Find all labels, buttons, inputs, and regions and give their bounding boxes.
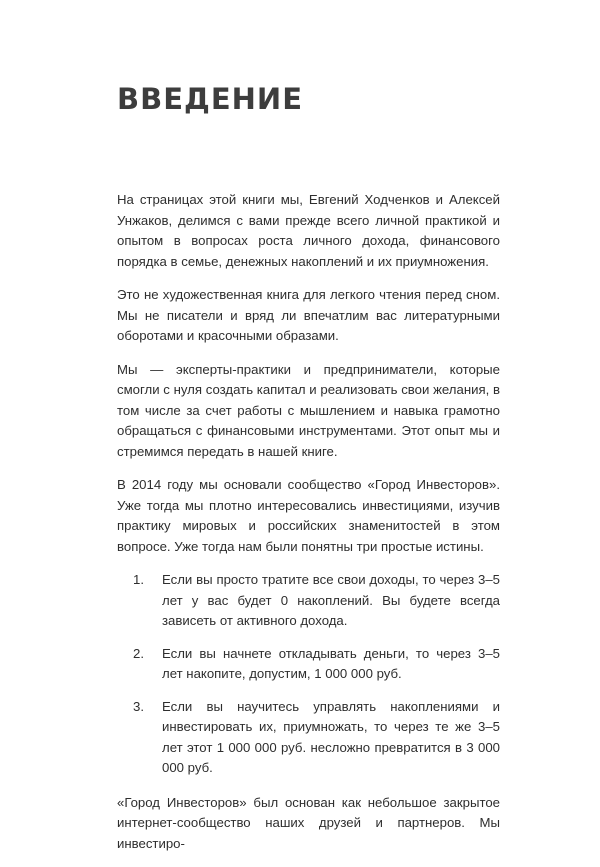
paragraph-2: Это не художественная книга для легкого чтения перед сном. Мы не писатели и вряд ли впечатлим вас литературными оборотами и красочными образами. bbox=[117, 287, 500, 343]
paragraph-3: Мы — эксперты-практики и предприниматели, которые смогли с нуля создать капитал и реализовать свои желания, в том числе за счет работы с мышлением и навыка грамотно обращаться с финансовыми инструментами. Этот опыт мы и стремимся передать в нашей книге. bbox=[117, 361, 500, 459]
list-item bbox=[117, 644, 500, 685]
list-text: Если вы начнете откладывать деньги, то через 3–5 лет накопите, допустим, 1 000 000 руб. bbox=[162, 645, 500, 681]
list-text: Если вы научитесь управлять накоплениями и инвестировать их, приумножать, то через те же 3–5 лет этот 1 000 000 руб. несложно превратится в 3 000 000 руб. bbox=[162, 698, 500, 775]
paragraph-1: На страницах этой книги мы, Евгений Ходченков и Алексей Унжаков, делимся с вами прежде всего личной практикой и опытом в вопросах роста личного дохода, финансового порядка в семье, денежных накоплений и их приумножения. bbox=[117, 192, 500, 269]
list-item bbox=[117, 697, 500, 779]
body-text bbox=[117, 190, 500, 867]
list-text: Если вы просто тратите все свои доходы, то через 3–5 лет у вас будет 0 накоплений. Вы будете всегда зависеть от активного дохода. bbox=[162, 572, 500, 628]
list-number: 2. bbox=[133, 645, 144, 661]
closing-paragraph: «Город Инвесторов» был основан как небольшое закрытое интернет-сообщество наших друзей и партнеров. Мы инвестиро- bbox=[117, 794, 500, 851]
chapter-title: ВВЕДЕНИЕ bbox=[117, 82, 304, 116]
truths-list bbox=[117, 570, 500, 779]
paragraph-4: В 2014 году мы основали сообщество «Город Инвесторов». Уже тогда мы плотно интересовались инвестициями, изучив практику мировых и российских знаменитостей в этом вопросе. Уже тогда нам были понятны три простые истины. bbox=[117, 477, 500, 554]
list-number: 3. bbox=[133, 698, 144, 714]
list-number: 1. bbox=[133, 572, 144, 587]
list-item bbox=[117, 570, 500, 632]
